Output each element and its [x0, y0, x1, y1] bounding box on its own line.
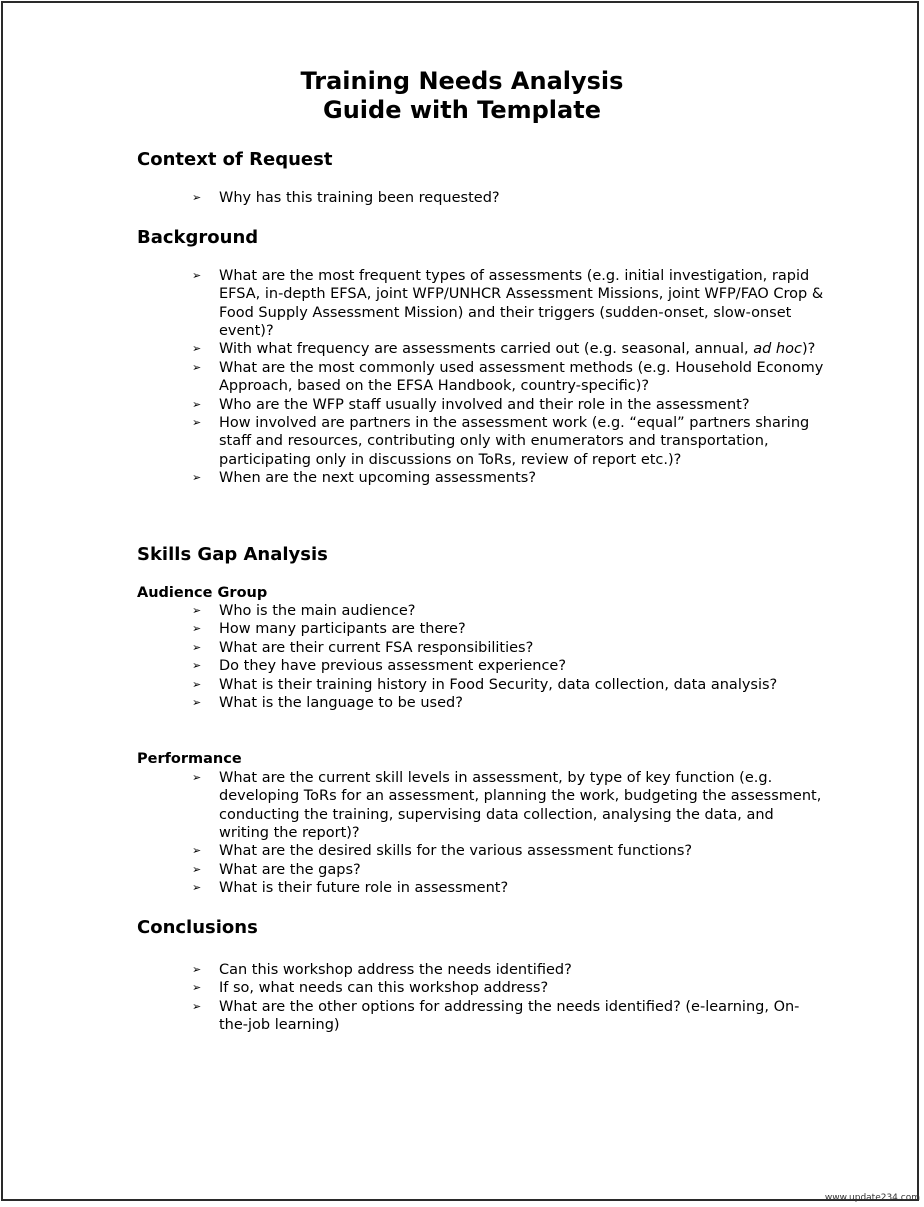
arrow-bullet-icon: ➢ — [192, 269, 202, 282]
arrow-bullet-icon: ➢ — [192, 659, 202, 673]
list-item: ➢ What are the most frequent types of assessments (e.g. initial investigation, rapid EFSA, in-depth EFSA, joint WFP/UNHCR Assessment Missions, joint WFP/FAO Crop & Food Supply Assessment Mission) and their triggers (sudden-onset, slow-onset event)? — [192, 268, 824, 339]
background-list — [137, 267, 827, 488]
list-item: ➢ What are their current FSA responsibilities? — [192, 639, 534, 656]
arrow-bullet-icon: ➢ — [192, 640, 202, 654]
watermark-text: www.update234.com — [824, 1193, 920, 1203]
arrow-bullet-icon: ➢ — [192, 696, 202, 710]
arrow-bullet-icon: ➢ — [192, 963, 202, 976]
arrow-bullet-icon: ➢ — [192, 981, 202, 995]
arrow-bullet-icon: ➢ — [192, 862, 202, 876]
list-item: ➢ What is the language to be used? — [192, 695, 463, 712]
arrow-bullet-icon: ➢ — [192, 397, 202, 411]
list-item: ➢ What is their future role in assessment? — [192, 880, 509, 897]
arrow-bullet-icon: ➢ — [192, 416, 202, 430]
heading-conclusions: Conclusions — [137, 917, 258, 938]
list-item: ➢ What are the most commonly used assessment methods (e.g. Household Economy Approach, based on the EFSA Handbook, country-specific)? — [192, 359, 824, 395]
heading-context-of-request: Context of Request — [137, 149, 333, 170]
arrow-bullet-icon: ➢ — [192, 360, 202, 374]
list-item: ➢ What are the gaps? — [192, 861, 361, 878]
list-item: ➢ What are the desired skills for the various assessment functions? — [192, 843, 693, 860]
list-item: ➢ What are the other options for addressing the needs identified? (e-learning, On-the-job learning) — [192, 998, 800, 1034]
italic-text: ad hoc — [753, 341, 802, 358]
subheading-performance: Performance — [137, 751, 242, 767]
conclusions-list — [137, 961, 827, 1035]
arrow-bullet-icon: ➢ — [192, 471, 202, 485]
arrow-bullet-icon: ➢ — [192, 604, 202, 617]
list-item: ➢ Can this workshop address the needs identified? — [192, 962, 572, 978]
list-item: ➢ With what frequency are assessments carried out (e.g. seasonal, annual, ad hoc)? — [192, 341, 816, 358]
performance-list — [137, 769, 827, 898]
list-item: ➢ Who are the WFP staff usually involved and their role in the assessment? — [192, 396, 750, 413]
audience-list — [137, 602, 827, 713]
arrow-bullet-icon: ➢ — [192, 844, 202, 858]
list-item: ➢ If so, what needs can this workshop address? — [192, 980, 549, 997]
list-item: ➢ What is their training history in Food Security, data collection, data analysis? — [192, 676, 778, 693]
title-line-1: Training Needs Analysis — [300, 67, 624, 95]
arrow-bullet-icon: ➢ — [192, 999, 202, 1013]
document-title — [137, 67, 787, 125]
list-item: ➢ Why has this training been requested? — [192, 190, 500, 206]
list-item: ➢ Who is the main audience? — [192, 603, 416, 619]
arrow-bullet-icon: ➢ — [192, 622, 202, 636]
list-item: ➢ How involved are partners in the assessment work (e.g. “equal” partners sharing staff and resources, contributing only with enumerators and transportation, participating only in discussions on ToRs, review of report etc.)? — [192, 415, 810, 468]
list-item: ➢ When are the next upcoming assessments? — [192, 470, 537, 487]
arrow-bullet-icon: ➢ — [192, 771, 202, 784]
heading-background: Background — [137, 227, 259, 248]
list-item: ➢ What are the current skill levels in assessment, by type of key function (e.g. developing ToRs for an assessment, planning the work, budgeting the assessment, conducting the training, supervising data collection, analysing the data, and writing the report)? — [192, 770, 822, 841]
heading-skills-gap-analysis: Skills Gap Analysis — [137, 544, 328, 565]
arrow-bullet-icon: ➢ — [192, 677, 202, 691]
arrow-bullet-icon: ➢ — [192, 191, 202, 204]
arrow-bullet-icon: ➢ — [192, 881, 202, 895]
arrow-bullet-icon: ➢ — [192, 342, 202, 356]
subheading-audience-group: Audience Group — [137, 585, 268, 601]
context-list — [137, 189, 827, 207]
list-item: ➢ How many participants are there? — [192, 621, 466, 638]
title-line-2: Guide with Template — [323, 96, 601, 124]
list-item: ➢ Do they have previous assessment experience? — [192, 658, 567, 675]
